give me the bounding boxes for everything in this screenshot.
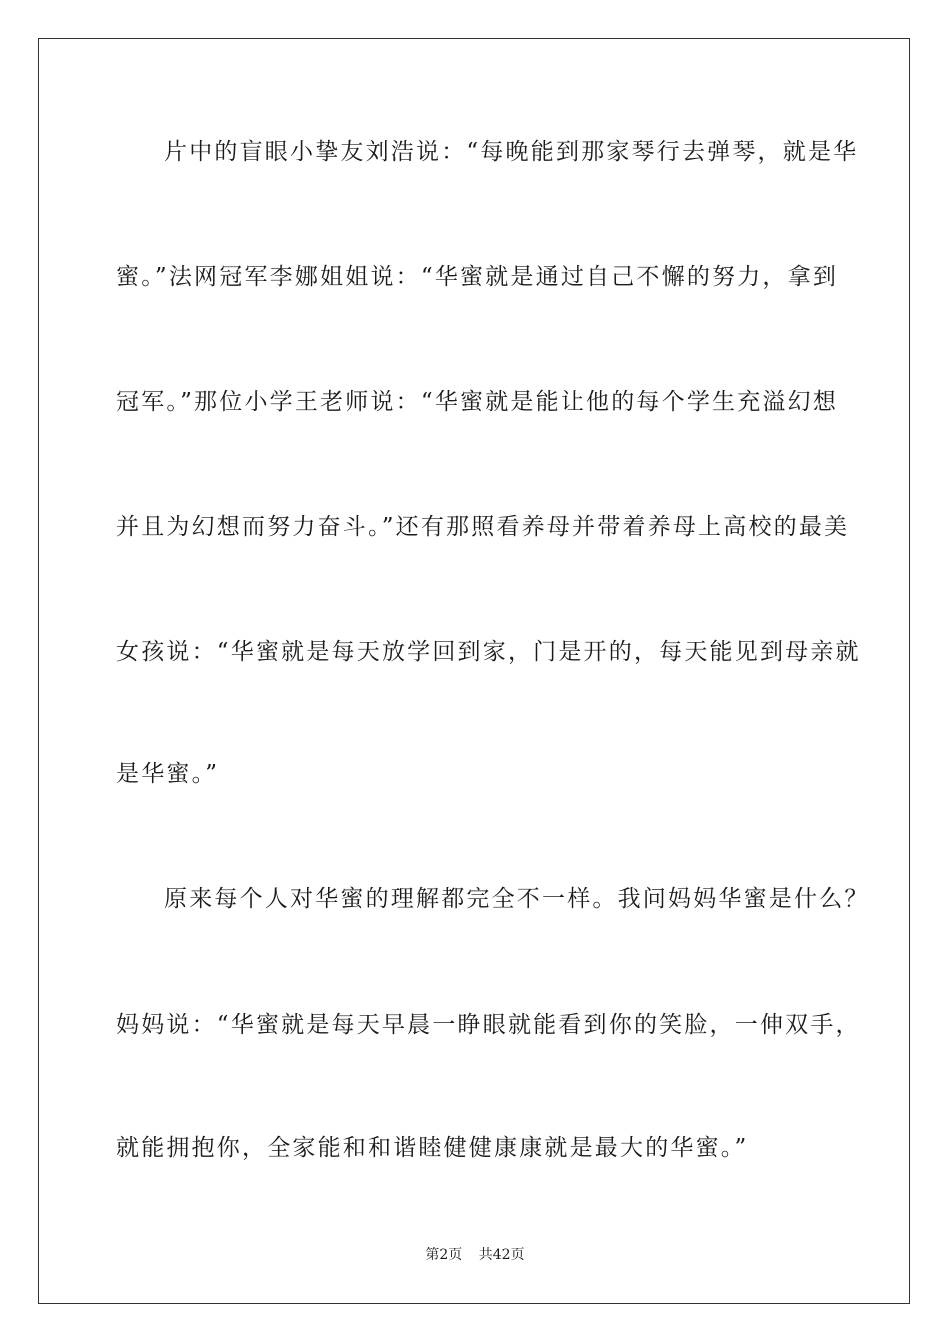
paragraph-1-line-1: 片中的盲眼小挚友刘浩说：“每晚能到那家琴行去弹琴，就是华 <box>164 139 859 165</box>
paragraph-1-line-3: 冠军。”那位小学王老师说：“华蜜就是能让他的每个学生充溢幻想 <box>116 389 839 415</box>
paragraph-2-line-3: 就能拥抱你，全家能和和谐睦健健康康就是最大的华蜜。” <box>116 1135 749 1161</box>
paragraph-2-line-2: 妈妈说：“华蜜就是每天早晨一睁眼就能看到你的笑脸，一伸双手， <box>116 1012 861 1038</box>
paragraph-1-line-2: 蜜。”法网冠军李娜姐姐说：“华蜜就是通过自己不懈的努力，拿到 <box>116 264 839 290</box>
page-total: 共42页 <box>478 1247 525 1263</box>
page-footer <box>0 1245 950 1265</box>
page-number: 第2页 <box>425 1247 463 1263</box>
paragraph-2-line-1: 原来每个人对华蜜的理解都完全不一样。我问妈妈华蜜是什么？ <box>164 886 870 912</box>
paragraph-1-line-6: 是华蜜。” <box>116 761 220 787</box>
paragraph-1-line-4: 并且为幻想而努力奋斗。”还有那照看养母并带着养母上高校的最美 <box>116 514 850 540</box>
page-border <box>38 38 910 1304</box>
paragraph-1-line-5: 女孩说：“华蜜就是每天放学回到家，门是开的，每天能见到母亲就 <box>116 639 861 665</box>
